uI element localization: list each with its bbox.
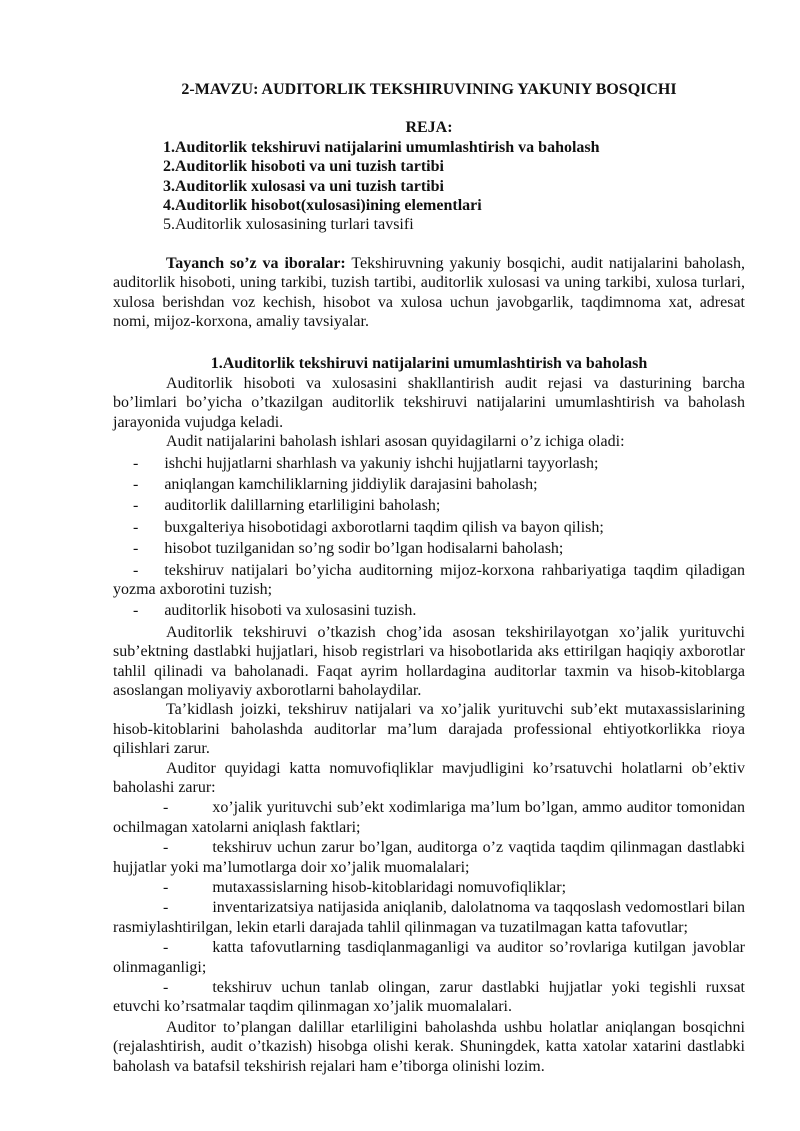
paragraph: Audit natijalarini baholash ishlari asosan quyidagilarni o’z ichiga oladi: — [166, 433, 625, 451]
dash-glyph: - — [163, 899, 169, 917]
dash-glyph: - — [133, 454, 139, 472]
list-item-text: mutaxassislarning hisob-kitoblaridagi nomuvofiqliklar; — [212, 879, 567, 897]
section1-heading: 1.Auditorlik tekshiruvi natijalarini umumlashtirish va baholash — [210, 355, 648, 373]
list-item-text: xo’jalik yurituvchi sub’ekt xodimlariga ma’lum bo’lgan, ammo auditor tomonidan ochilmagan xatolarni aniqlash faktlari; — [113, 799, 745, 836]
list-item — [113, 475, 745, 494]
list-item-text: inventarizatsiya natijasida aniqlanib, dalolatnoma va taqqoslash vedomostlari bilan rasmiylashtirilgan, lekin etarli darajada tahlil qilinmagan va tuzatilmagan katta tafovutlar; — [113, 899, 745, 936]
list-item — [113, 878, 745, 897]
dash-glyph: - — [133, 497, 139, 515]
paragraph: Auditorlik tekshiruvi o’tkazish chog’ida asosan tekshirilayotgan xo’jalik yurituvchi sub’ektning dastlabki hujjatlari, hisob registrlari va hisobotlarida aks ettirilgan haqiqiy axborotlar tahlil qilinadi va baholanadi. Faqat ayrim hollardagina auditorlar taxmin va hisob-kitoblarga asoslangan moliyaviy axborotlarni baholaydilar. — [113, 623, 745, 699]
dash-glyph: - — [133, 518, 139, 536]
list-item-text: buxgalteriya hisobotidagi axborotlarni taqdim qilish va bayon qilish; — [164, 518, 604, 536]
dash-glyph: - — [163, 839, 169, 857]
dash-glyph: - — [133, 475, 139, 493]
list-item-text: auditorlik hisoboti va xulosasini tuzish. — [164, 602, 417, 620]
keywords-label: Tayanch so’z va iboralar: — [166, 254, 346, 272]
list-item-text: katta tafovutlarning tasdiqlanmaganligi va auditor so’rovlariga kutilgan javoblar olinmaganligi; — [113, 939, 745, 976]
list-item — [113, 601, 745, 620]
list-item — [113, 798, 745, 837]
plan-item-4: 4.Auditorlik hisobot(xulosasi)ining elementlari — [163, 197, 482, 215]
dash-glyph: - — [163, 799, 169, 817]
keywords-paragraph — [113, 254, 745, 332]
list-item-text: auditorlik dalillarning etarliligini baholash; — [164, 497, 441, 515]
document-title: 2-MAVZU: AUDITORLIK TEKSHIRUVINING YAKUNIY BOSQICHI — [181, 81, 677, 98]
plan-heading: REJA: — [405, 119, 453, 137]
keywords-text: Tekshiruvning yakuniy bosqichi, audit natijalarini baholash, auditorlik hisoboti, uning tarkibi, tuzish tartibi, auditorlik xulosasi va uning tarkibi, xulosa turlari, xulosa berishdan voz kechish, hisobot va xulosa uchun javobgarlik, taqdimnoma xat, adresat nomi, mijoz-korxona, amaliy tavsiyalar. — [113, 254, 745, 331]
list-item — [113, 838, 745, 877]
plan-item-3: 3.Auditorlik xulosasi va uni tuzish tartibi — [163, 177, 444, 195]
list-item — [113, 561, 745, 600]
list-item-text: tekshiruv natijalari bo’yicha auditorning mijoz-korxona rahbariyatiga taqdim qiladigan yozma axborotini tuzish; — [113, 561, 745, 598]
dash-glyph: - — [163, 939, 169, 957]
paragraph: Auditorlik hisoboti va xulosasini shakllantirish audit rejasi va dasturining barcha bo’limlari bo’yicha o’tkazilgan auditorlik tekshiruvi natijalarini umumlashtirish va baholash jarayonida vujudga keladi. — [113, 374, 745, 431]
paragraph: Auditor quyidagi katta nomuvofiqliklar mavjudligini ko’rsatuvchi holatlarni ob’ektiv baholashi zarur: — [113, 759, 745, 796]
dash-glyph: - — [163, 979, 169, 997]
paragraph: Ta’kidlash joizki, tekshiruv natijalari va xo’jalik yurituvchi sub’ekt mutaxassislarining hisob-kitoblarini baholashda auditorlar ma’lum darajada professional ehtiyotkorlikka rioya qilishlari zarur. — [113, 701, 745, 758]
list-item-text: ishchi hujjatlarni sharhlash va yakuniy ishchi hujjatlarni tayyorlash; — [164, 454, 599, 472]
list-item — [113, 496, 745, 515]
list-item — [113, 539, 745, 558]
dash-glyph: - — [133, 602, 139, 620]
list-item-text: tekshiruv uchun tanlab olingan, zarur dastlabki hujjatlar yoki tegishli ruxsat etuvchi ko’rsatmalar taqdim qilinmagan xo’jalik muomalalari. — [113, 979, 745, 1016]
list-item-text: aniqlangan kamchiliklarning jiddiylik darajasini baholash; — [164, 475, 538, 493]
list-item — [113, 454, 745, 473]
dash-glyph: - — [163, 879, 169, 897]
paragraph: Auditor to’plangan dalillar etarliligini baholashda ushbu holatlar aniqlangan bosqichni (rejalashtirish, audit o’tkazish) hisobga olishi kerak. Shuningdek, katta xatolar xatarini dastlabki baholash va batafsil tekshirish rejalari ham e’tiborga olinishi lozim. — [113, 1018, 745, 1075]
list-item-text: tekshiruv uchun zarur bo’lgan, auditorga o’z vaqtida taqdim qilinmagan dastlabki hujjatlar yoki ma’lumotlarga doir xo’jalik muomalalari; — [113, 839, 745, 876]
nonconformity-list — [113, 798, 745, 1016]
plan-item-2: 2.Auditorlik hisoboti va uni tuzish tartibi — [163, 158, 444, 176]
list-item — [113, 518, 745, 537]
list-item — [113, 978, 745, 1017]
plan-list — [113, 138, 745, 235]
plan-item-1: 1.Auditorlik tekshiruvi natijalarini umumlashtirish va baholash — [163, 138, 600, 156]
dash-glyph: - — [133, 540, 139, 558]
evaluation-list — [113, 454, 745, 621]
list-item — [113, 938, 745, 977]
dash-glyph: - — [133, 561, 139, 579]
list-item-text: hisobot tuzilganidan so’ng sodir bo’lgan hodisalarni baholash; — [164, 540, 564, 558]
list-item — [113, 898, 745, 937]
plan-item-5: 5.Auditorlik xulosasining turlari tavsifi — [163, 216, 414, 234]
